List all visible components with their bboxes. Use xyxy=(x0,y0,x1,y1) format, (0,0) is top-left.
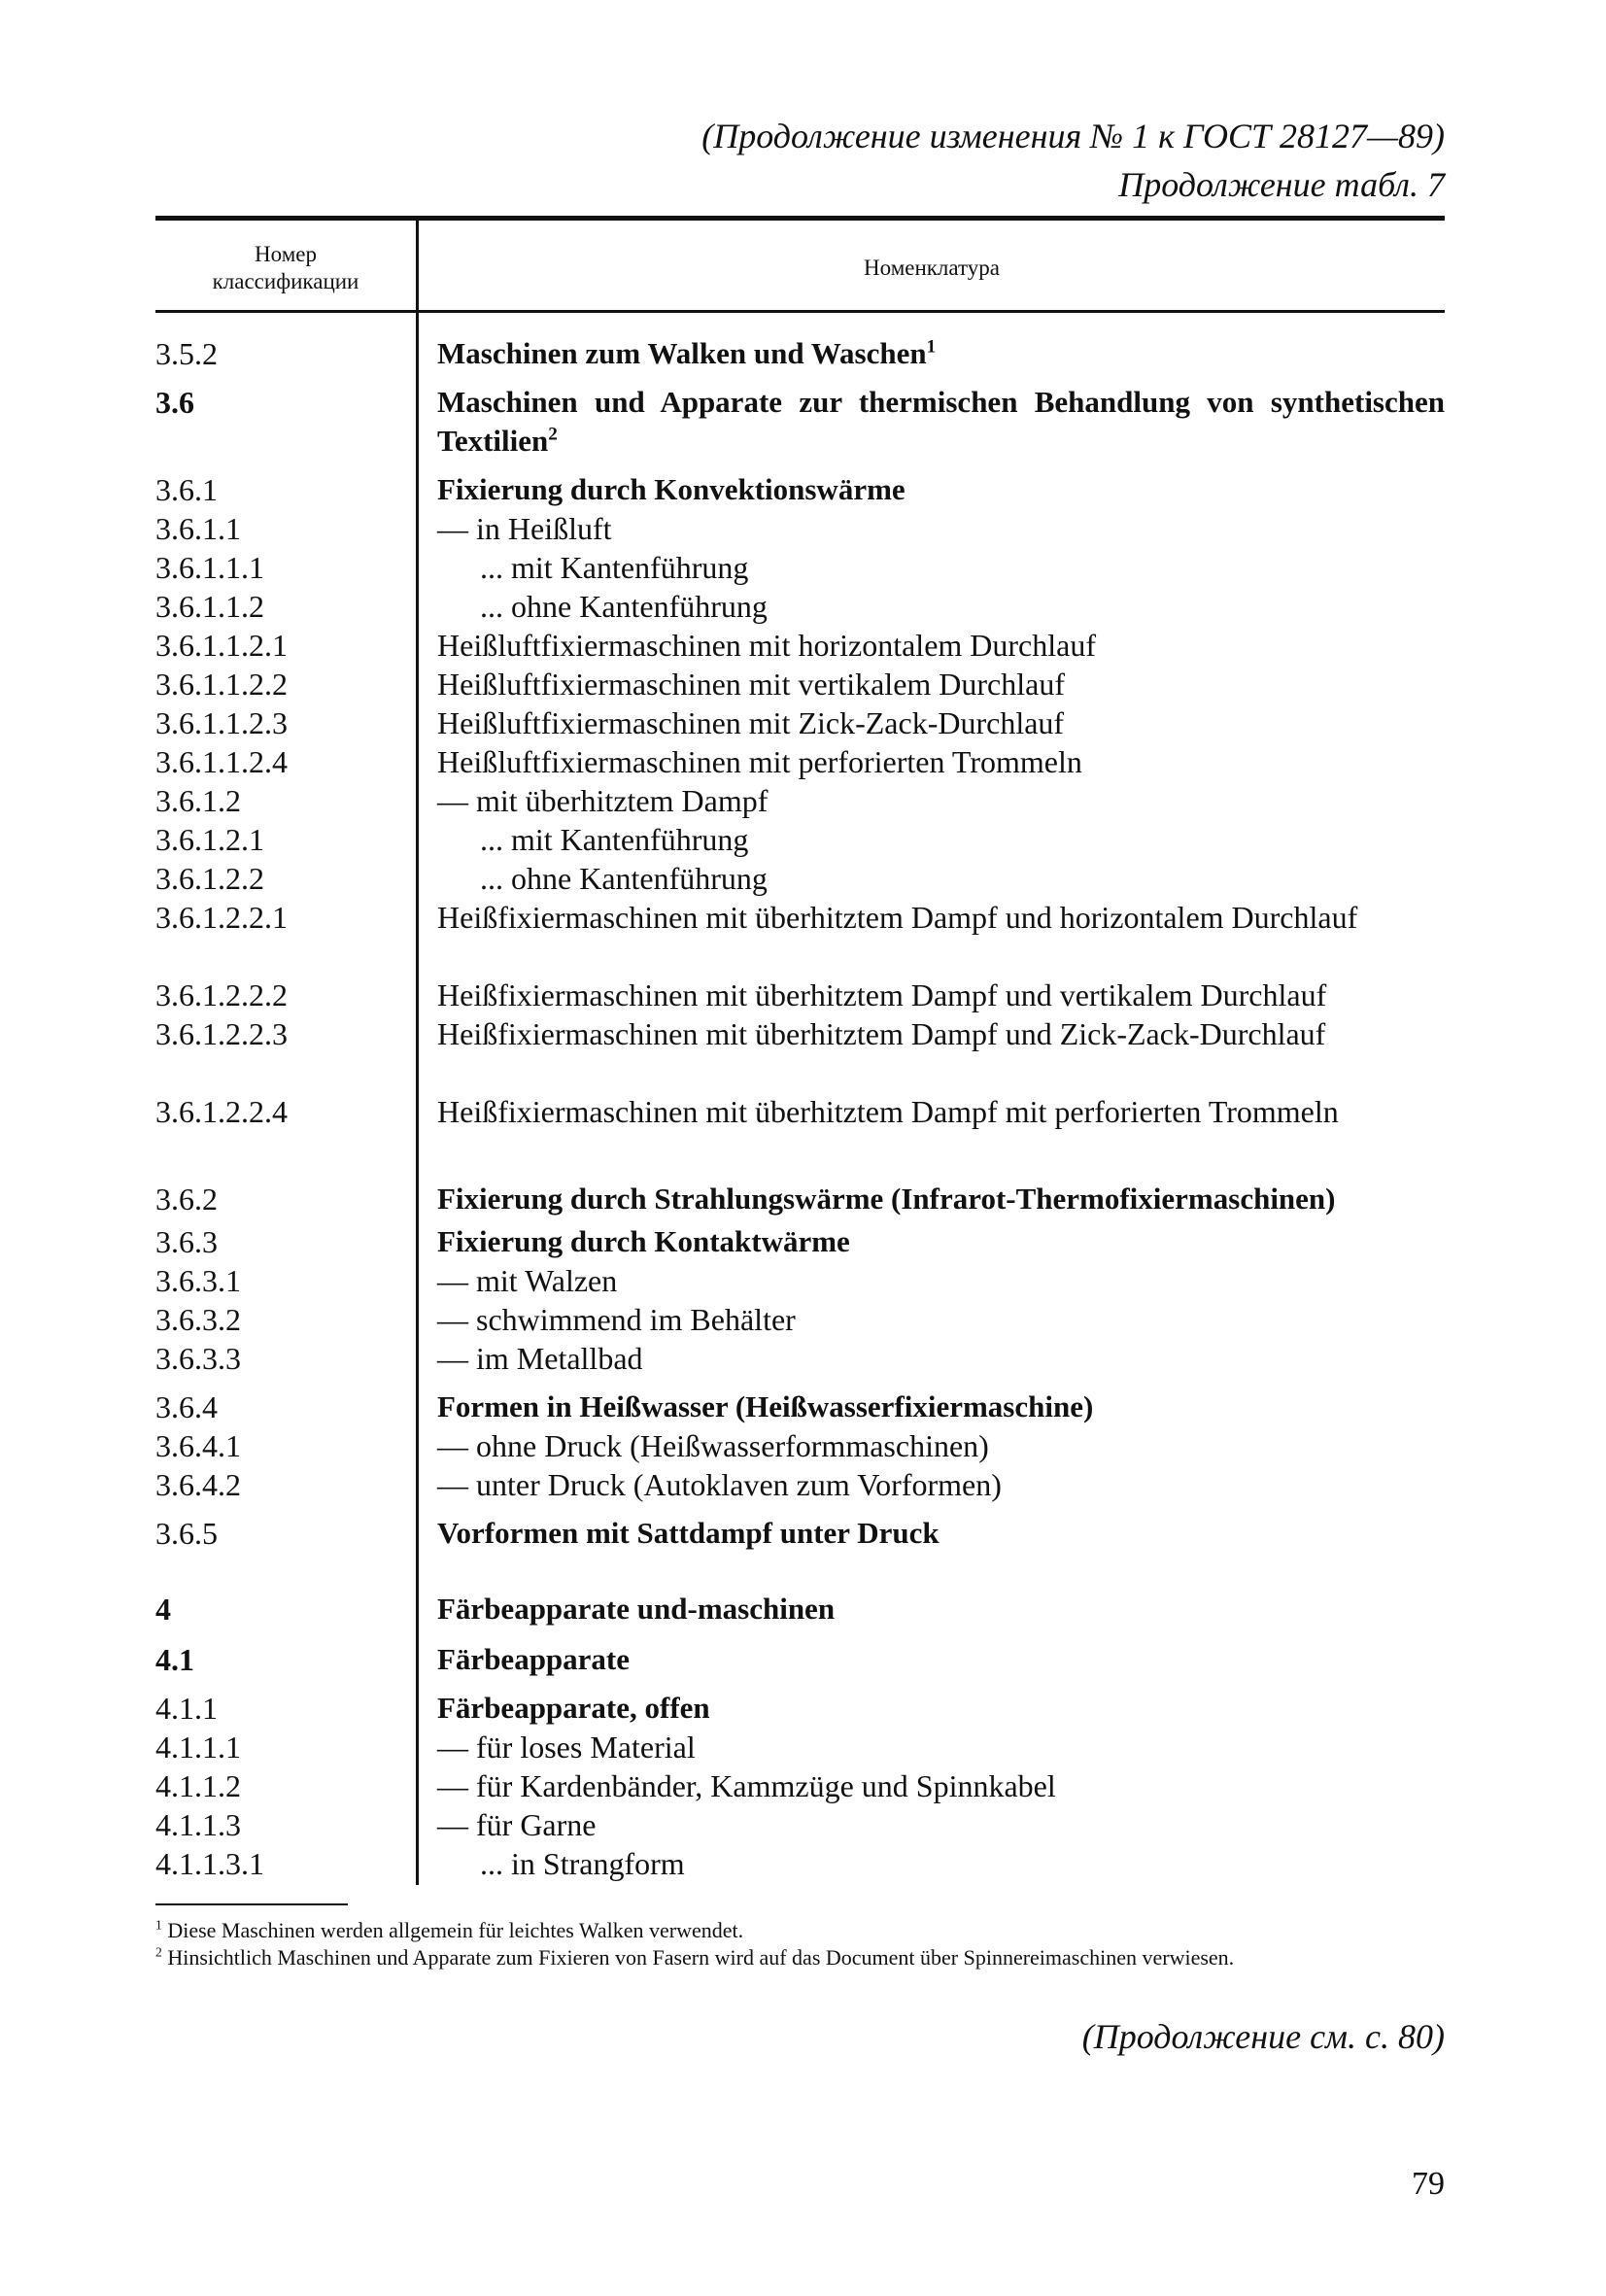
row-text: Fixierung durch Strahlungswärme (Infrarot-Thermofixiermaschinen) xyxy=(437,1182,1336,1216)
row-code: 3.6.1.1.2 xyxy=(155,589,264,624)
row-text: Färbeapparate und-maschinen xyxy=(437,1592,836,1626)
table-column-divider xyxy=(416,221,419,1885)
row-code: 3.6.1.2.2.2 xyxy=(155,977,288,1012)
table-header-rule xyxy=(155,310,1445,313)
row-code: 3.6.3.2 xyxy=(155,1302,241,1337)
row-text: Heißfixiermaschinen mit überhitztem Dampf und horizontalem Durchlauf xyxy=(437,900,1358,935)
row-text: — unter Druck (Autoklaven zum Vorformen) xyxy=(437,1467,1002,1502)
row-text: ... in Strangform xyxy=(480,1846,685,1881)
row-text: Heißluftfixiermaschinen mit Zick-Zack-Durchlauf xyxy=(437,705,1065,740)
row-code: 3.5.2 xyxy=(155,336,218,371)
row-code: 3.6.4.1 xyxy=(155,1428,241,1463)
row-code: 3.6.1 xyxy=(155,472,218,507)
row-text: — mit Walzen xyxy=(437,1263,618,1298)
row-code: 3.6.1.2.1 xyxy=(155,822,264,857)
row-code: 3.6.1.2 xyxy=(155,783,241,818)
row-text: ... ohne Kantenführung xyxy=(480,861,768,896)
row-text: Heißluftfixiermaschinen mit horizontalem Durchlauf xyxy=(437,628,1096,663)
row-code: 3.6.3.3 xyxy=(155,1341,241,1376)
row-code: 3.6 xyxy=(155,385,194,420)
row-code: 3.6.5 xyxy=(155,1516,218,1551)
row-code: 3.6.1.2.2.4 xyxy=(155,1094,288,1129)
row-text: Heißluftfixiermaschinen mit perforierten Trommeln xyxy=(437,744,1082,779)
row-text: — ohne Druck (Heißwasserformmaschinen) xyxy=(437,1428,989,1463)
row-code: 4.1.1.1 xyxy=(155,1730,241,1765)
row-text: Färbeapparate xyxy=(437,1642,631,1676)
row-text: — mit überhitztem Dampf xyxy=(437,783,769,818)
row-text: Formen in Heißwasser (Heißwasserfixiermaschine) xyxy=(437,1389,1094,1423)
row-text: ... mit Kantenführung xyxy=(480,550,749,585)
row-code: 3.6.1.2.2 xyxy=(155,861,264,896)
row-code: 4 xyxy=(155,1592,171,1627)
row-code: 4.1.1.2 xyxy=(155,1768,241,1803)
running-header: (Продолжение изменения № 1 к ГОСТ 28127—89) xyxy=(701,117,1445,155)
row-text: Vorformen mit Sattdampf unter Druck xyxy=(437,1516,940,1550)
row-text: ... ohne Kantenführung xyxy=(480,589,768,624)
row-text: — für Garne xyxy=(437,1807,597,1842)
footnote xyxy=(155,1945,1445,1970)
footnote-ref: 1 xyxy=(926,336,937,358)
row-code: 4.1.1 xyxy=(155,1691,218,1726)
row-text: Heißfixiermaschinen mit überhitztem Dampf und vertikalem Durchlauf xyxy=(437,977,1327,1012)
row-text: Maschinen zum Walken und Waschen$^1$ xyxy=(437,336,937,370)
row-code: 3.6.1.1.2.4 xyxy=(155,744,288,779)
row-code: 3.6.2 xyxy=(155,1182,218,1217)
row-text: — für loses Material xyxy=(437,1730,696,1765)
row-text: Heißfixiermaschinen mit überhitztem Dampf mit perforierten Trommeln xyxy=(437,1094,1339,1129)
column-header-code-line1: Номер xyxy=(255,242,317,266)
footnote-text: Diese Maschinen werden allgemein für leichtes Walken verwendet. xyxy=(167,1918,744,1942)
continued-note: (Продолжение см. с. 80) xyxy=(1081,2017,1445,2056)
footnote-mark: 1 xyxy=(155,1917,162,1933)
row-code: 3.6.1.1.2.1 xyxy=(155,628,288,663)
column-header-name: Номенклатура xyxy=(864,256,1000,280)
row-code: 3.6.1.1.2.2 xyxy=(155,667,288,702)
row-code: 3.6.1.1.2.3 xyxy=(155,705,288,740)
row-code: 4.1.1.3 xyxy=(155,1807,241,1842)
footnote xyxy=(155,1918,1445,1943)
row-text: Heißfixiermaschinen mit überhitztem Dampf und Zick-Zack-Durchlauf xyxy=(437,1016,1326,1051)
row-code: 3.6.3 xyxy=(155,1224,218,1259)
row-code: 3.6.1.2.2.1 xyxy=(155,900,288,935)
row-text: Färbeapparate, offen xyxy=(437,1691,710,1725)
page-number: 79 xyxy=(1412,2166,1445,2202)
footnote-ref: 2 xyxy=(548,424,558,445)
row-text: — im Metallbad xyxy=(437,1341,643,1376)
row-code: 3.6.1.1.1 xyxy=(155,550,264,585)
row-code: 3.6.4.2 xyxy=(155,1467,241,1502)
row-code: 3.6.1.2.2.3 xyxy=(155,1016,288,1051)
column-header-code xyxy=(155,241,416,295)
table-top-rule xyxy=(155,216,1445,221)
footnote-mark: 2 xyxy=(155,1944,162,1960)
row-text: Fixierung durch Kontaktwärme xyxy=(437,1224,850,1258)
row-text: — schwimmend im Behälter xyxy=(437,1302,796,1337)
row-code: 3.6.1.1 xyxy=(155,511,241,546)
row-code: 4.1.1.3.1 xyxy=(155,1846,264,1881)
column-header-code-line2: классификации xyxy=(212,269,359,293)
table-continuation-label: Продолжение табл. 7 xyxy=(1118,165,1445,204)
row-text: ... mit Kantenführung xyxy=(480,822,749,857)
row-code: 3.6.4 xyxy=(155,1389,218,1424)
row-text: Heißluftfixiermaschinen mit vertikalem Durchlauf xyxy=(437,667,1065,702)
row-text: Maschinen und Apparate zur thermischen Behandlung von synthetischen Textilien$^2$ xyxy=(437,385,1445,458)
row-text: Fixierung durch Konvektionswärme xyxy=(437,472,906,506)
row-text: — in Heißluft xyxy=(437,511,612,546)
row-text: — für Kardenbänder, Kammzüge und Spinnkabel xyxy=(437,1768,1056,1803)
footnote-rule xyxy=(155,1903,348,1905)
row-code: 3.6.3.1 xyxy=(155,1263,241,1298)
row-code: 4.1 xyxy=(155,1642,194,1677)
footnote-text: Hinsichtlich Maschinen und Apparate zum Fixieren von Fasern wird auf das Document über Spinnereimaschinen verwiesen. xyxy=(167,1945,1235,1970)
